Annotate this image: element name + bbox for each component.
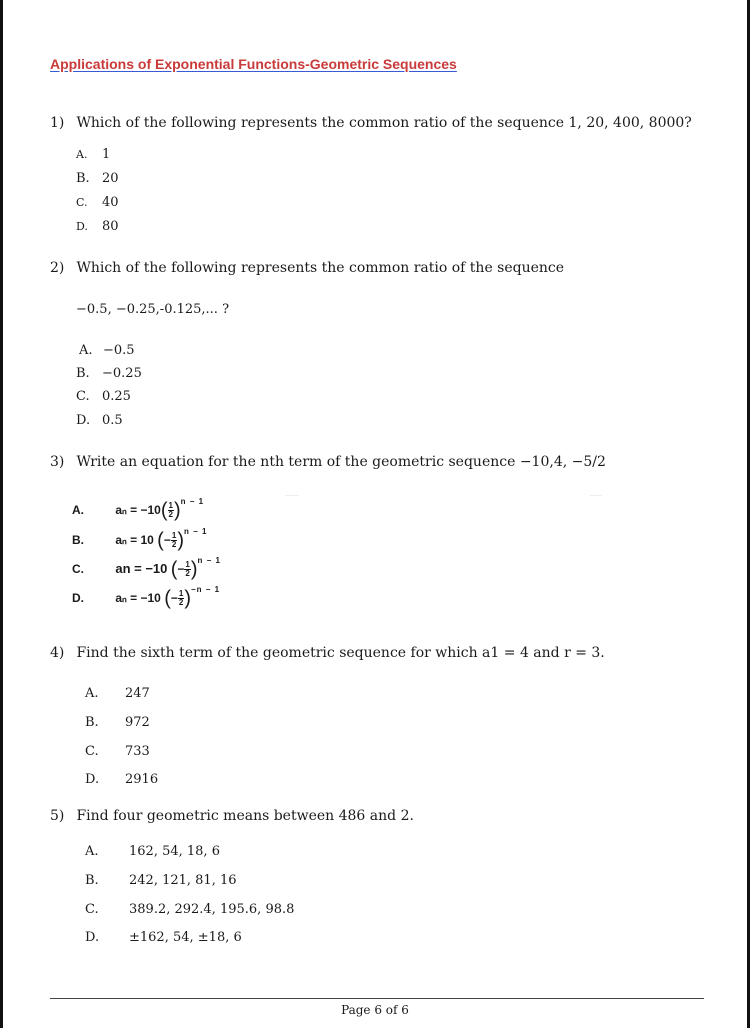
- question-number: 5): [50, 808, 65, 824]
- q1-option-a[interactable]: A. 1: [76, 147, 111, 162]
- question-number: 2): [50, 260, 65, 276]
- q5-option-a[interactable]: A. 162, 54, 18, 6: [85, 844, 220, 859]
- q2-option-d[interactable]: D. 0.5: [76, 413, 123, 428]
- question-4: [50, 644, 605, 662]
- q4-option-b[interactable]: B. 972: [85, 715, 150, 730]
- question-1: [50, 114, 692, 132]
- q2-option-c[interactable]: C. 0.25: [76, 389, 131, 404]
- q3-option-c[interactable]: C. an = −10 (− $\frac{1}{2}$ )$^{n - 1}$: [72, 556, 221, 581]
- fraction: $\frac{1}{2}$: [168, 501, 173, 520]
- q1-option-b[interactable]: B. 20: [76, 171, 119, 186]
- footer-divider: [50, 998, 704, 999]
- question-2: [50, 259, 564, 277]
- q2-option-a[interactable]: A. −0.5: [79, 343, 135, 358]
- q2-sequence: −0.5, −0.25,-0.125,... ?: [76, 302, 230, 317]
- question-text: Find the sixth term of the geometric sequence for which a1 = 4 and r = 3.: [76, 645, 605, 661]
- question-text: Write an equation for the nth term of the geometric sequence −10,4, −5/2: [76, 454, 606, 470]
- q4-option-d[interactable]: D. 2916: [85, 772, 159, 787]
- q4-option-c[interactable]: C. 733: [85, 744, 150, 759]
- question-number: 4): [50, 645, 65, 661]
- q5-option-c[interactable]: C. 389.2, 292.4, 195.6, 98.8: [85, 902, 295, 917]
- question-number: 3): [50, 454, 65, 470]
- q5-option-d[interactable]: D. ±162, 54, ±18, 6: [85, 930, 242, 945]
- question-3: [50, 453, 606, 471]
- fraction: $\frac{1}{2}$: [178, 589, 184, 608]
- fraction: $\frac{1}{2}$: [185, 560, 190, 579]
- q5-option-b[interactable]: B. 242, 121, 81, 16: [85, 873, 237, 888]
- question-text: Which of the following represents the common ratio of the sequence 1, 20, 400, 8000?: [76, 115, 692, 131]
- page-left-edge: [0, 0, 3, 1028]
- q4-option-a[interactable]: A. 247: [85, 686, 150, 701]
- page-number: Page 6 of 6: [341, 1003, 409, 1017]
- worksheet-title: Applications of Exponential Functions-Geometric Sequences: [50, 56, 457, 72]
- q3-option-a[interactable]: A. aₙ = −10( $\frac{1}{2}$ )$^{n - 1}$: [72, 497, 205, 522]
- question-number: 1): [50, 115, 65, 131]
- question-5: [50, 807, 414, 825]
- question-text: Find four geometric means between 486 and 2.: [76, 808, 414, 824]
- q1-option-c[interactable]: C. 40: [76, 195, 119, 210]
- scan-artifact: [285, 495, 299, 496]
- q3-option-b[interactable]: B. aₙ = 10 (− $\frac{1}{2}$ )$^{n - 1}$: [72, 527, 208, 552]
- fraction: $\frac{1}{2}$: [171, 531, 177, 550]
- q1-option-d[interactable]: D. 80: [76, 219, 119, 234]
- scan-artifact: [590, 495, 602, 496]
- q2-option-b[interactable]: B. −0.25: [76, 366, 142, 381]
- q3-option-d[interactable]: D. aₙ = −10 (− $\frac{1}{2}$ )$^{-n - 1}$: [72, 585, 221, 610]
- question-text: Which of the following represents the common ratio of the sequence: [76, 260, 565, 276]
